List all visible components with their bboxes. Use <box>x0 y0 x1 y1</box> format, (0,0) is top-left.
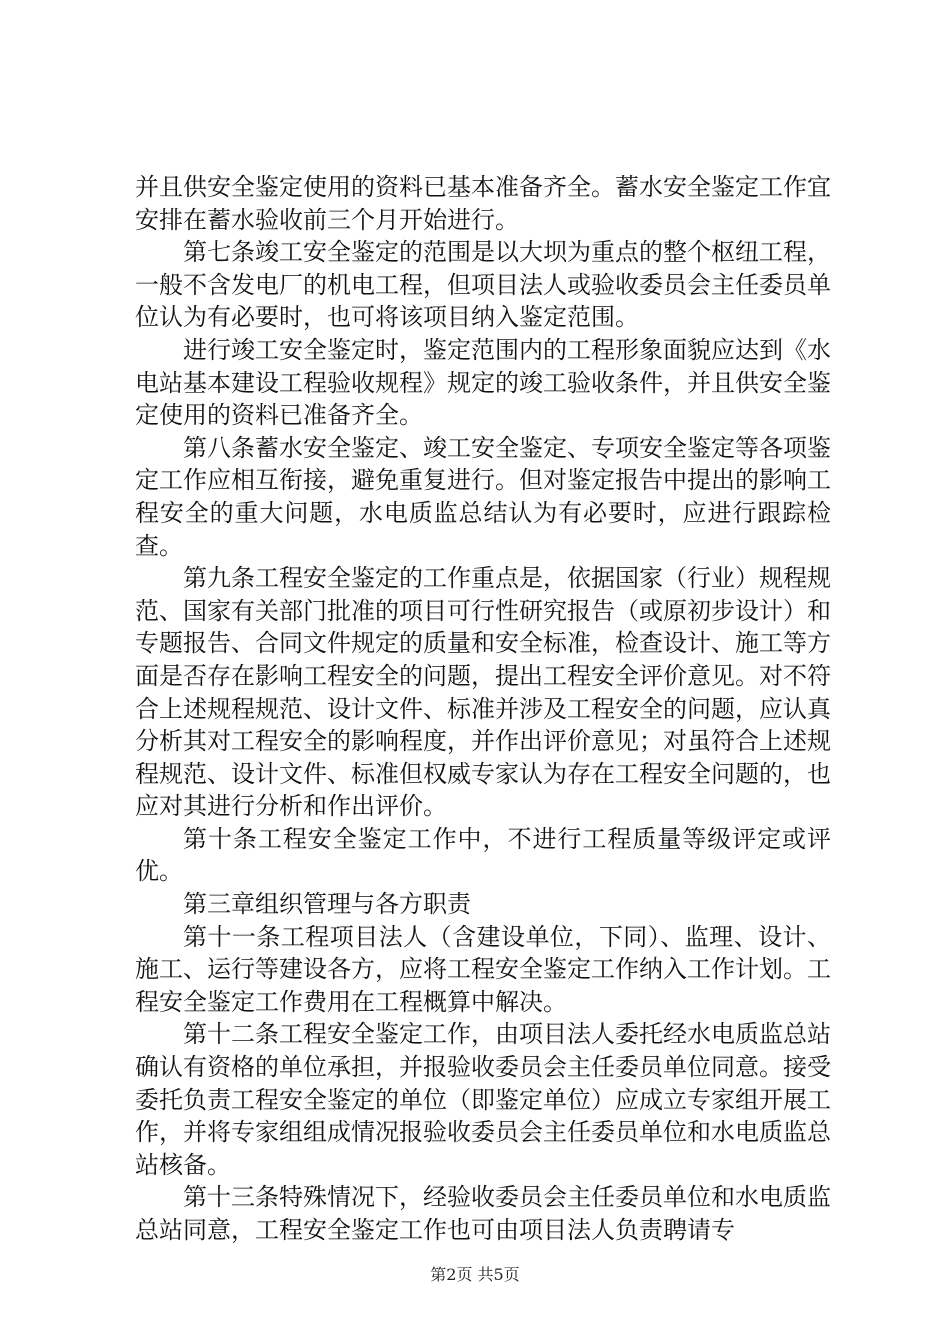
chapter-heading: 第三章组织管理与各方职责 <box>183 890 471 919</box>
paragraph-article-8: 第八条蓄水安全鉴定、竣工安全鉴定、专项安全鉴定等各项鉴定工作应相互衔接，避免重复进行。但对鉴定报告中提出的影响工程安全的重大问题，水电质监总结认为有必要时，应进行跟踪检查。 <box>135 433 831 560</box>
page-number-label: 第2页 共5页 <box>430 1265 520 1284</box>
page-footer <box>0 1262 950 1285</box>
document-body <box>135 171 831 1247</box>
paragraph-article-11: 第十一条工程项目法人（含建设单位，下同）、监理、设计、施工、运行等建设各方，应将工程安全鉴定工作纳入工作计划。工程安全鉴定工作费用在工程概算中解决。 <box>135 922 831 1016</box>
paragraph-article-10: 第十条工程安全鉴定工作中，不进行工程质量等级评定或评优。 <box>135 824 831 886</box>
paragraph-article-7: 第七条竣工安全鉴定的范围是以大坝为重点的整个枢纽工程，一般不含发电厂的机电工程，但项目法人或验收委员会主任委员单位认为有必要时，也可将该项目纳入鉴定范围。 <box>135 238 831 332</box>
paragraph-completion-scope: 进行竣工安全鉴定时，鉴定范围内的工程形象面貌应达到《水电站基本建设工程验收规程》规定的竣工验收条件，并且供安全鉴定使用的资料已准备齐全。 <box>135 335 831 430</box>
paragraph-1: 并且供安全鉴定使用的资料已基本准备齐全。蓄水安全鉴定工作宜安排在蓄水验收前三个月开始进行。 <box>135 173 831 234</box>
paragraph-article-12: 第十二条工程安全鉴定工作，由项目法人委托经水电质监总站确认有资格的单位承担，并报验收委员会主任委员单位同意。接受委托负责工程安全鉴定的单位（即鉴定单位）应成立专家组开展工作，并将专家组组成情况报验收委员会主任委员单位和水电质监总站核备。 <box>135 1020 831 1179</box>
paragraph-article-9: 第九条工程安全鉴定的工作重点是，依据国家（行业）规程规范、国家有关部门批准的项目可行性研究报告（或原初步设计）和专题报告、合同文件规定的质量和安全标准，检查设计、施工等方面是否存在影响工程安全的问题，提出工程安全评价意见。对不符合上述规程规范、设计文件、标准并涉及工程安全的问题，应认真分析其对工程安全的影响程度，并作出评价意见；对虽符合上述规程规范、设计文件、标准但权威专家认为存在工程安全问题的，也应对其进行分析和作出评价。 <box>135 564 831 821</box>
paragraph-article-13: 第十三条特殊情况下，经验收委员会主任委员单位和水电质监总站同意，工程安全鉴定工作也可由项目法人负责聘请专 <box>135 1183 831 1244</box>
